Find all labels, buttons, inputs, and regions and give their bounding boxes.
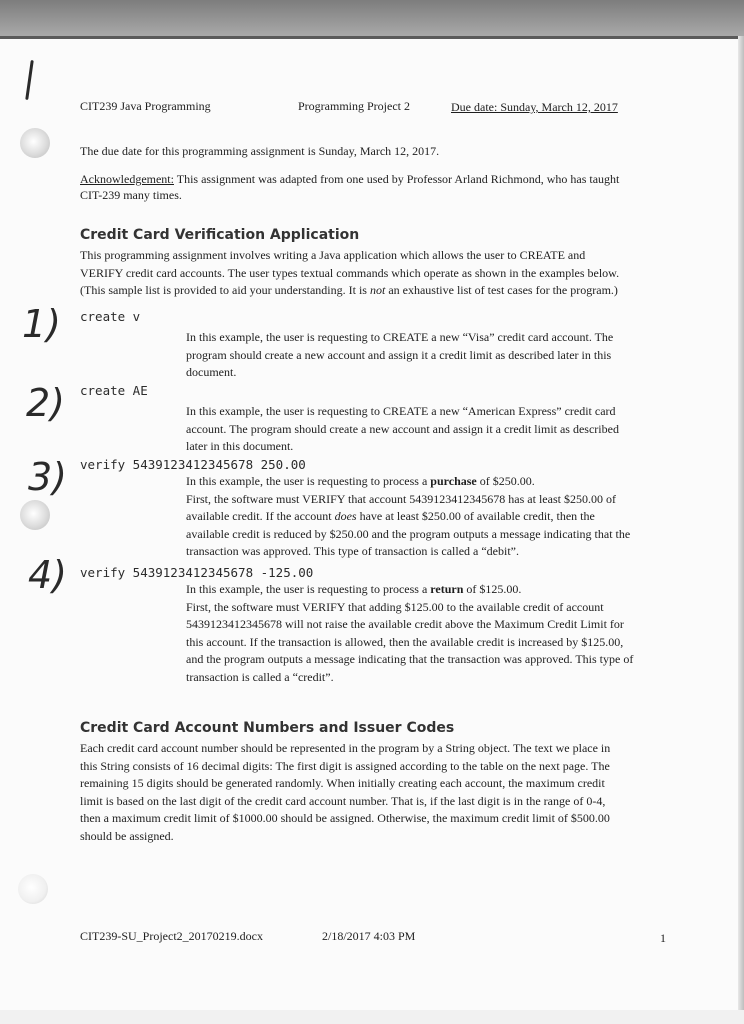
handwritten-number-4: 4): [28, 553, 68, 597]
section1-line-2: VERIFY credit card accounts. The user types textual commands which operate as shown in the examples below.: [80, 265, 620, 280]
acknowledgement-text: This assignment was adapted from one used by Professor Arland Richmond, who has taught: [173, 172, 620, 186]
acknowledgement-text-2: CIT-239 many times.: [80, 188, 182, 202]
example-2-description: In this example, the user is requesting to CREATE a new “American Express” credit card account. The program should create a new account and assign it a credit limit as described later in this document.: [186, 404, 619, 453]
example-3-description: In this example, the user is requesting to process a purchase of $250.00. First, the software must VERIFY that account 5439123412345678 has at least $250.00 of available credit. If the account does have at least $250.00 of available credit, then the available credit is reduced by $250.00 and the program outputs a message indicating that the transaction was approved. This type of transaction is called a “debit”.: [186, 474, 631, 558]
page-bottom-edge: [0, 1010, 744, 1024]
acknowledgement-line: [80, 171, 619, 187]
handwritten-tick: [25, 60, 34, 100]
section1-line-1: This programming assignment involves writing a Java application which allows the user to CREATE and: [80, 248, 586, 262]
footer-filename: CIT239-SU_Project2_20170219.docx: [80, 929, 263, 943]
example-1-description: In this example, the user is requesting to CREATE a new “Visa” credit card account. The program should create a new account and assign it a credit limit as described later in this document.: [186, 330, 614, 379]
punch-hole-top: [20, 128, 50, 158]
handwritten-number-2: 2): [26, 381, 66, 425]
footer-timestamp: 2/18/2017 4:03 PM: [322, 929, 416, 943]
punch-hole-middle: [20, 500, 50, 530]
command-verify-return: verify 5439123412345678 -125.00: [80, 565, 314, 580]
handwritten-number-3: 3): [28, 455, 68, 499]
section1-line-3: (This sample list is provided to aid your understanding. It is not an exhaustive list of test cases for the program.): [80, 283, 618, 297]
header-due-date: Due date: Sunday, March 12, 2017: [451, 100, 618, 114]
command-create-visa: create v: [80, 309, 141, 324]
punch-hole-bottom: [18, 874, 48, 904]
command-create-amex: create AE: [80, 383, 148, 398]
example-4-description: In this example, the user is requesting to process a return of $125.00. First, the software must VERIFY that adding $125.00 to the available credit of account 5439123412345678 will not raise the available credit above the Maximum Credit Limit for this account. If the transaction is allowed, then the available credit is increased by $125.00, and the program outputs a message indicating that the transaction was approved. This type of transaction is called a “credit”.: [186, 582, 634, 684]
header-course: CIT239 Java Programming: [80, 99, 211, 113]
section1-intro: [80, 247, 619, 300]
handwritten-number-1: 1): [22, 302, 62, 346]
section2-body: Each credit card account number should be represented in the program by a String object. The text we place in this String consists of 16 decimal digits: The first digit is assigned according to the table on the next page. The remaining 15 digits should be generated randomly. When initially creating each account, the maximum credit limit is based on the last digit of the credit card account number. That is, if the last digit is in the range of 0-4, then a maximum credit limit of $1000.00 should be assigned. Otherwise, the maximum credit limit of $500.00 should be assigned.: [80, 741, 611, 843]
acknowledgement-label: Acknowledgement:: [80, 172, 174, 186]
command-verify-purchase: verify 5439123412345678 250.00: [80, 457, 306, 472]
due-date-line: The due date for this programming assignment is Sunday, March 12, 2017.: [80, 144, 440, 158]
section-title-account-numbers: Credit Card Account Numbers and Issuer Codes: [80, 720, 455, 736]
scanner-lid: [0, 0, 744, 36]
section-title-verification: Credit Card Verification Application: [80, 227, 360, 243]
header-project: Programming Project 2: [298, 99, 410, 113]
page-right-edge: [738, 36, 744, 1024]
footer-page-number: 1: [660, 931, 666, 945]
page-top-edge: [0, 36, 744, 39]
